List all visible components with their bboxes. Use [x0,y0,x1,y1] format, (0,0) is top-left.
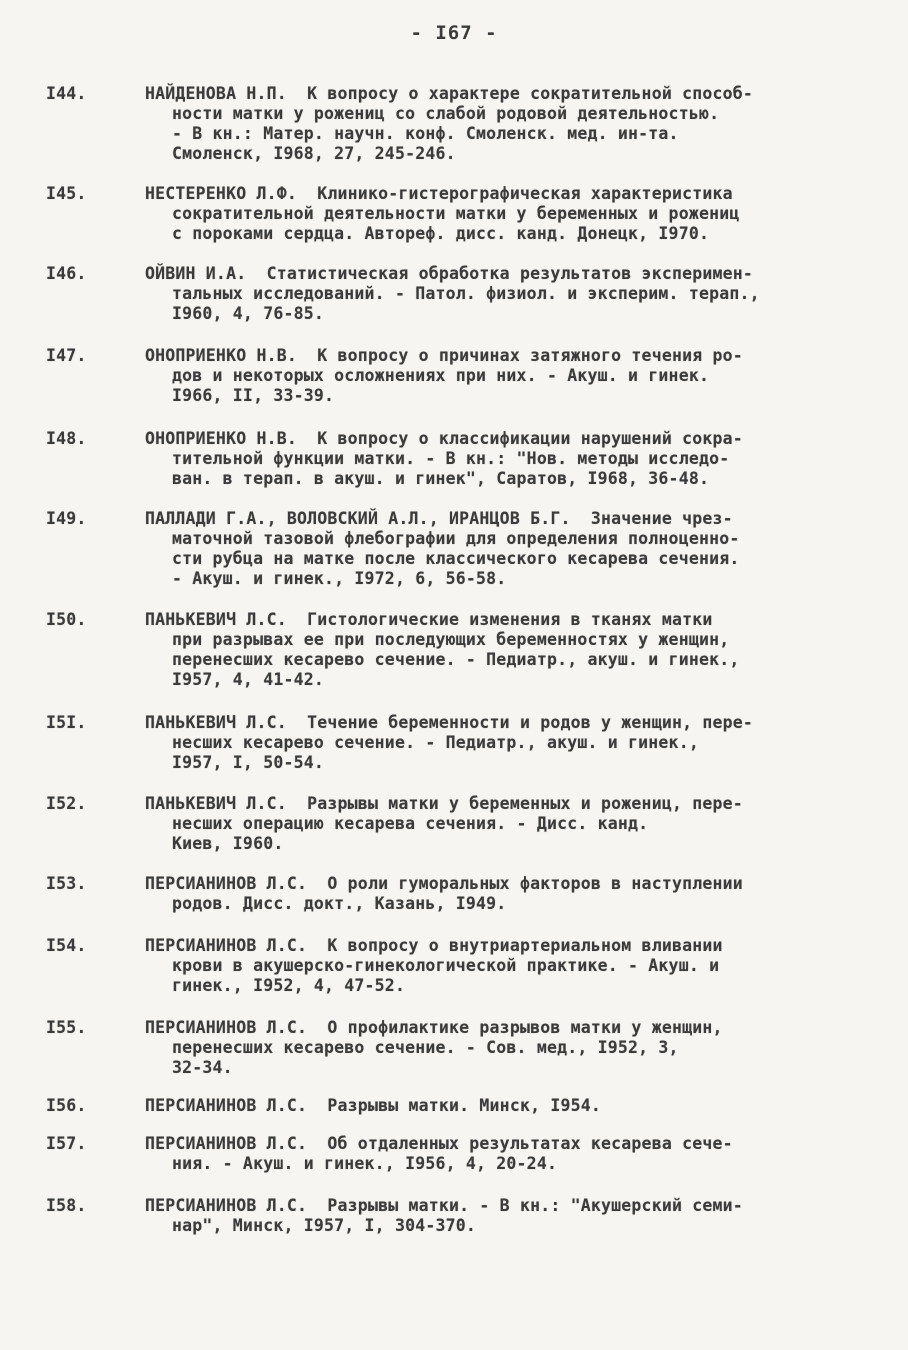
entry-number: I58. [46,1196,87,1215]
entry-number: I53. [46,874,87,893]
bibliography-entry [46,346,743,406]
entry-continuation-line: ности матки у рожениц со слабой родовой деятельностью. [172,104,720,123]
entry-continuation-line: нар", Минск, I957, I, 304-370. [172,1216,477,1235]
entry-number: I47. [46,346,87,365]
entry-continuation-line: I957, 4, 41-42. [172,670,325,689]
entry-number: I50. [46,610,87,629]
entry-continuation-line: крови в акушерско-гинекологической практике. - Акуш. и [172,956,720,975]
bibliography-entry [46,84,753,164]
entry-number: I52. [46,794,87,813]
entry-continuation-line: Смоленск, I968, 27, 245-246. [172,144,456,163]
page-number: - I67 - [410,22,498,44]
bibliography-entry [46,936,723,996]
entry-continuation-line: перенесших кесарево сечение. - Сов. мед., I952, 3, [172,1038,679,1057]
bibliography-entry [46,874,743,914]
bibliography-entry [46,1134,733,1174]
entry-number: I46. [46,264,87,283]
entry-continuation-line: несших операцию кесарева сечения. - Дисс. канд. [172,814,649,833]
entry-first-line: ОНОПРИЕНКО Н.В. К вопросу о причинах затяжного течения ро- [145,346,743,365]
entry-number: I45. [46,184,87,203]
entry-continuation-line: 32-34. [172,1058,233,1077]
entry-continuation-line: сократительной деятельности матки у беременных и рожениц [172,204,740,223]
entry-number: I57. [46,1134,87,1153]
bibliography-entry [46,1096,601,1116]
entry-continuation-line: родов. Дисс. докт., Казань, I949. [172,894,507,913]
bibliography-entry [46,264,760,324]
entry-continuation-line: I966, II, 33-39. [172,386,335,405]
entry-number: I48. [46,429,87,448]
entry-first-line: ПАНЬКЕВИЧ Л.С. Разрывы матки у беременных и рожениц, пере- [145,794,743,813]
entry-continuation-line: I957, I, 50-54. [172,753,325,772]
bibliography-entry [46,1196,743,1236]
bibliography-entry [46,1018,723,1078]
entry-continuation-line: несших кесарево сечение. - Педиатр., акуш. и гинек., [172,733,699,752]
entry-first-line: ОЙВИН И.А. Статистическая обработка результатов эксперимен- [145,264,754,283]
entry-continuation-line: маточной тазовой флебографии для определения полноценно- [172,529,740,548]
entry-continuation-line: ния. - Акуш. и гинек., I956, 4, 20-24. [172,1154,558,1173]
entry-continuation-line: с пороками сердца. Автореф. дисс. канд. Донецк, I970. [172,224,710,243]
entry-continuation-line: гинек., I952, 4, 47-52. [172,976,406,995]
entry-first-line: ПЕРСИАНИНОВ Л.С. Об отдаленных результатах кесарева сече- [145,1134,733,1153]
entry-continuation-line: - Акуш. и гинек., I972, 6, 56-58. [172,569,507,588]
entry-first-line: ПАЛЛАДИ Г.А., ВОЛОВСКИЙ А.Л., ИРАНЦОВ Б.Г. Значение чрез- [145,509,733,528]
entry-first-line: ПЕРСИАНИНОВ Л.С. О роли гуморальных факторов в наступлении [145,874,743,893]
entry-continuation-line: дов и некоторых осложнениях при них. - Акуш. и гинек. [172,366,710,385]
entry-continuation-line: I960, 4, 76-85. [172,304,325,323]
entry-first-line: ПЕРСИАНИНОВ Л.С. К вопросу о внутриартериальном вливании [145,936,723,955]
entry-first-line: ОНОПРИЕНКО Н.В. К вопросу о классификации нарушений сокра- [145,429,743,448]
bibliography-entry [46,184,740,244]
bibliography-entry [46,610,740,690]
bibliography-entry [46,713,753,773]
entry-first-line: НЕСТЕРЕНКО Л.Ф. Клинико-гистерографическая характеристика [145,184,733,203]
entry-first-line: ПЕРСИАНИНОВ Л.С. Разрывы матки. Минск, I954. [145,1096,602,1115]
entry-number: I5I. [46,713,87,732]
bibliography-entry [46,794,743,854]
entry-continuation-line: Киев, I960. [172,834,284,853]
entry-number: I56. [46,1096,87,1115]
entry-first-line: ПЕРСИАНИНОВ Л.С. Разрывы матки. - В кн.: "Акушерский семи- [145,1196,743,1215]
entry-number: I49. [46,509,87,528]
entry-number: I55. [46,1018,87,1037]
entry-continuation-line: перенесших кесарево сечение. - Педиатр., акуш. и гинек., [172,650,740,669]
entry-first-line: ПЕРСИАНИНОВ Л.С. О профилактике разрывов матки у женщин, [145,1018,723,1037]
entry-continuation-line: ван. в терап. в акуш. и гинек", Саратов, I968, 36-48. [172,469,710,488]
entry-first-line: ПАНЬКЕВИЧ Л.С. Течение беременности и родов у женщин, пере- [145,713,754,732]
entry-continuation-line: тальных исследований. - Патол. физиол. и эксперим. терап., [172,284,760,303]
entry-continuation-line: - В кн.: Матер. научн. конф. Смоленск. мед. ин-та. [172,124,679,143]
bibliography-entry [46,429,743,489]
entry-continuation-line: тительной функции матки. - В кн.: "Нов. методы исследо- [172,449,730,468]
entry-first-line: НАЙДЕНОВА Н.П. К вопросу о характере сократительной способ- [145,84,754,103]
entry-continuation-line: сти рубца на матке после классического кесарева сечения. [172,549,740,568]
entry-number: I44. [46,84,87,103]
entry-number: I54. [46,936,87,955]
entry-continuation-line: при разрывах ее при последующих беременностях у женщин, [172,630,730,649]
bibliography-entry [46,509,740,589]
entry-first-line: ПАНЬКЕВИЧ Л.С. Гистологические изменения в тканях матки [145,610,713,629]
